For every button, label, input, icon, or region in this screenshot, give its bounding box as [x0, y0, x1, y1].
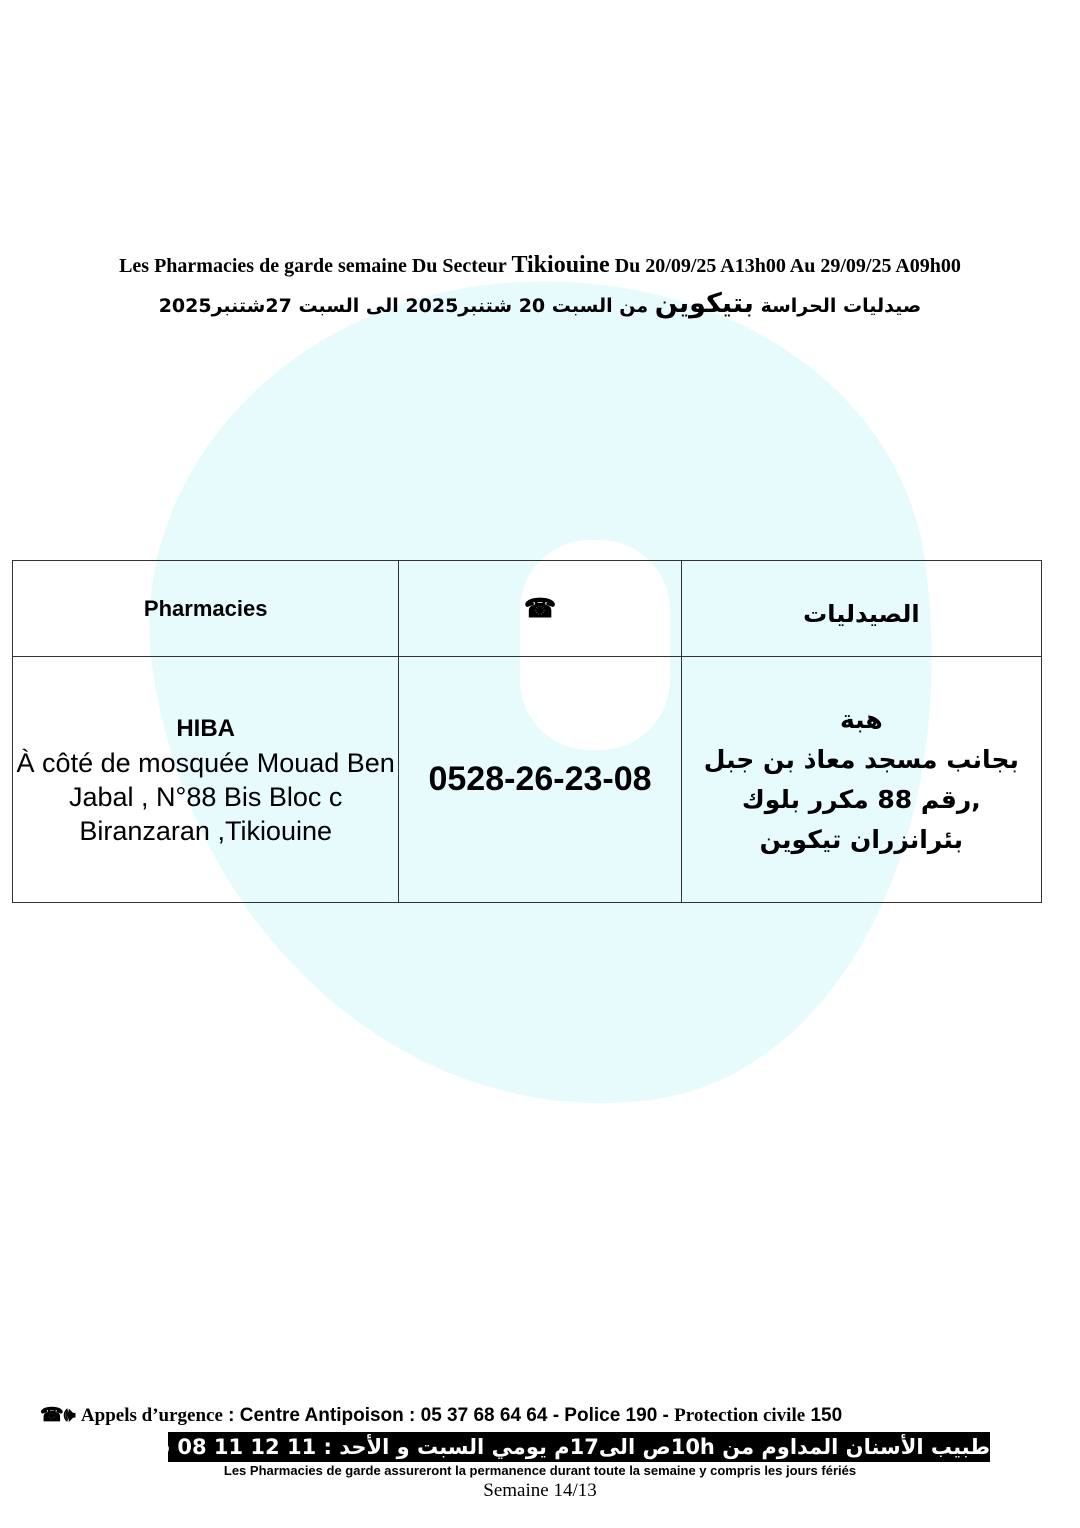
table-row	[13, 657, 1042, 903]
permanence-note: Les Pharmacies de garde assureront la permanence durant toute la semaine y compris les jours fériés	[223, 1463, 857, 1478]
week-number: Semaine 14/13	[483, 1480, 597, 1501]
protection-number: 150	[805, 1405, 843, 1426]
dentist-banner: طبيب الأسنان المداوم من 10hص الى17م يومي السبت و الأحد : 11 12 11 08 06	[168, 1432, 990, 1462]
page-title-fr	[0, 252, 1080, 279]
title-fr-prefix: Les Pharmacies de garde semaine Du Secteur	[119, 255, 512, 277]
emergency-label: Appels d’urgence	[80, 1405, 223, 1426]
emergency-calls-line	[40, 1404, 1000, 1427]
title-ar-sector: بتيكوين	[654, 288, 754, 319]
phone-speaker-icon: ☎🕪	[40, 1405, 76, 1426]
header-pharmacies: Pharmacies	[13, 561, 399, 657]
table-header-row	[13, 561, 1042, 657]
pharmacy-fr-cell	[13, 657, 399, 903]
phone-icon: ☎	[523, 593, 557, 623]
protection-label: Protection civile	[674, 1405, 806, 1426]
title-fr-suffix: Du 20/09/25 A13h00 Au 29/09/25 A09h00	[609, 255, 961, 277]
header-pharmacies-ar: الصيدليات	[681, 561, 1041, 657]
pharmacy-name-ar: هبة	[839, 704, 883, 734]
pharmacies-table	[12, 560, 1042, 903]
pharmacy-address-fr: À côté de mosquée Mouad Ben Jabal , N°88 Bis Bloc c Biranzaran ,Tikiouine	[16, 747, 395, 846]
pharmacy-address-ar: بجانب مسجد معاذ بن جبل ,رقم 88 مكرر بلوك بئرانزران تيكوين	[703, 744, 1019, 854]
pharmacy-name: HIBA	[176, 714, 236, 742]
antipoison-police: Centre Antipoison : 05 37 68 64 64 - Police 190 -	[239, 1405, 675, 1426]
header-phone	[399, 561, 681, 657]
pharmacy-ar-cell	[681, 657, 1041, 903]
emergency-sep: :	[222, 1405, 240, 1426]
title-ar-suffix: من السبت 20 شتنبر2025 الى السبت 27شتنبر2025	[158, 295, 655, 317]
title-fr-sector: Tikiouine	[511, 252, 610, 278]
page-title-ar	[0, 288, 1080, 319]
title-ar-prefix: صيدليات الحراسة	[753, 295, 922, 317]
pharmacy-phone: 0528-26-23-08	[399, 657, 681, 903]
